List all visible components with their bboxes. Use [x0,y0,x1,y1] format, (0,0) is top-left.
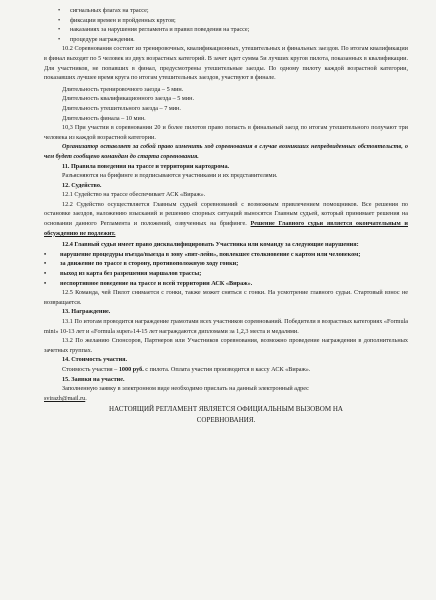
paragraph-12-5: 12.5 Команда, чей Пилот снимается с гонки, также может сняться с гонки. На усмотрение главного судьи. Стартовый взнос не возвращается. [44,289,408,306]
chief-judge-decision: Решение Главного судьи является окончательным и обсуждению не подлежит. [44,220,408,237]
paragraph-13-1: 13.1 По итогам проводится награждение грамотами всех участников соревнований. Победители в возрастных категориях «Formula mini» 10-13 лет и «Formula super»14-15 лет награждаются дипломами за 1,2,3 места и медалями. [44,318,408,335]
section-heading-14: 14. Стоимость участия. [62,356,128,364]
duration-line: Длительность тренировочного заезда – 5 мин. [62,85,184,93]
duration-line: Длительность финала – 10 мин. [62,114,146,122]
violation-item: • неспортивное поведение на трассе и всей территории АСК «Вираж». [44,279,408,289]
list-item: • сигнальных флагах на трассе; [44,6,408,16]
paragraph-12-2 [44,200,408,238]
duration-line: Длительность утешительного заезда – 7 мин. [62,104,181,112]
list-item: • фиксации времен и пройденных кругов; [44,16,408,26]
paragraph-12-2-text: 12.2 Судейство осуществляется Главным судьей соревнований с возможным привлечением помощников. Все решения по остановке заездов, наложению взысканий и решению спорных ситуаций выносятся Главным судьей, который принимает решения на основании данного Регламента и положений, озвученных на брифинге. [44,200,408,228]
paragraph-11: Разъясняются на брифинге и подписываются участниками и их представителями. [62,172,278,180]
price-label: Стоимость участия – [62,365,118,373]
section-heading-13: 13. Награждение. [62,308,111,316]
duration-line: Длительность квалификационного заезда – 5 мин. [62,95,194,103]
email-line [44,394,408,404]
price-note: с пилота. Оплата участия производится в кассу АСК «Вираж». [145,365,311,373]
paragraph-12-1: 12.1 Судейство на трассе обеспечивает АСК «Вираж». [62,191,206,199]
paragraph-14 [44,365,408,375]
section-heading-15: 15. Заявки на участие. [62,375,125,383]
violation-item: • нарушение процедуры въезда/выезда в зону «пит-лейн», повлекшее столкновение с картом или человеком; [44,250,408,260]
paragraph-12-4: 12.4 Главный судья имеет право дисквалифицировать Участника или команду за следующие нарушения: [62,241,359,249]
list-item: • процедуре награждения. [44,35,408,45]
paragraph-15: Заполненную заявку в электронном виде необходимо прислать на данный электронный адрес [62,385,309,393]
email-tail: . [85,394,87,402]
paragraph-13-2: 13.2 По желанию Спонсоров, Партнеров или Участников соревнования, возможно проведение награждения в дополнительных зачетных группах. [44,337,408,354]
section-heading-11: 11. Правила поведения на трассе и территории картодрома. [62,162,230,170]
price-value: 1000 руб. [118,365,144,373]
final-statement-line-2: СОРЕВНОВАНИЯ. [196,416,256,425]
list-item: • наказаниях за нарушения регламента и правил поведения на трассе; [44,25,408,35]
email-link[interactable]: svirazh@mail.ru [44,394,86,402]
violation-item: • за движение по трассе в сторону, противоположную ходу гонки; [44,259,408,269]
paragraph-10-2: 10.2 Соревнования состоит из тренировочных, квалификационных, утешительных и финальных заездов. По итогам квалификации в финал выходят по 5 человек из двух возрастных категорий. В зачет идет сумма 5и лучших кругов пилота, показанных в квалификации. Для участников, не попавших в финал, предусмотрены утешительные заезды. По одному пилоту каждой возрастной категории, показавших лучшее время круга по итогам утешительных заездов, участвуют в финале. [44,45,408,82]
final-statement-line-1: НАСТОЯЩИЙ РЕГЛАМЕНТ ЯВЛЯЕТСЯ ОФИЦИАЛЬНЫМ ВЫЗОВОМ НА [109,405,343,414]
violation-item: • выход из карта без разрешения маршалов трассы; [44,269,408,279]
paragraph-10-3: 10,3 При участии в соревновании 20 и более пилотов право попасть в финальный заезд по итогам утешительного получают три человека из каждой возрастной категории. [44,124,408,141]
organizer-note: Организатор оставляет за собой право изменить ход соревнования в случае возникших непредвиденных обстоятельств, о чем будет сообщено командам до старта соревнования. [44,143,408,160]
section-heading-12: 12. Судейство. [62,181,102,189]
